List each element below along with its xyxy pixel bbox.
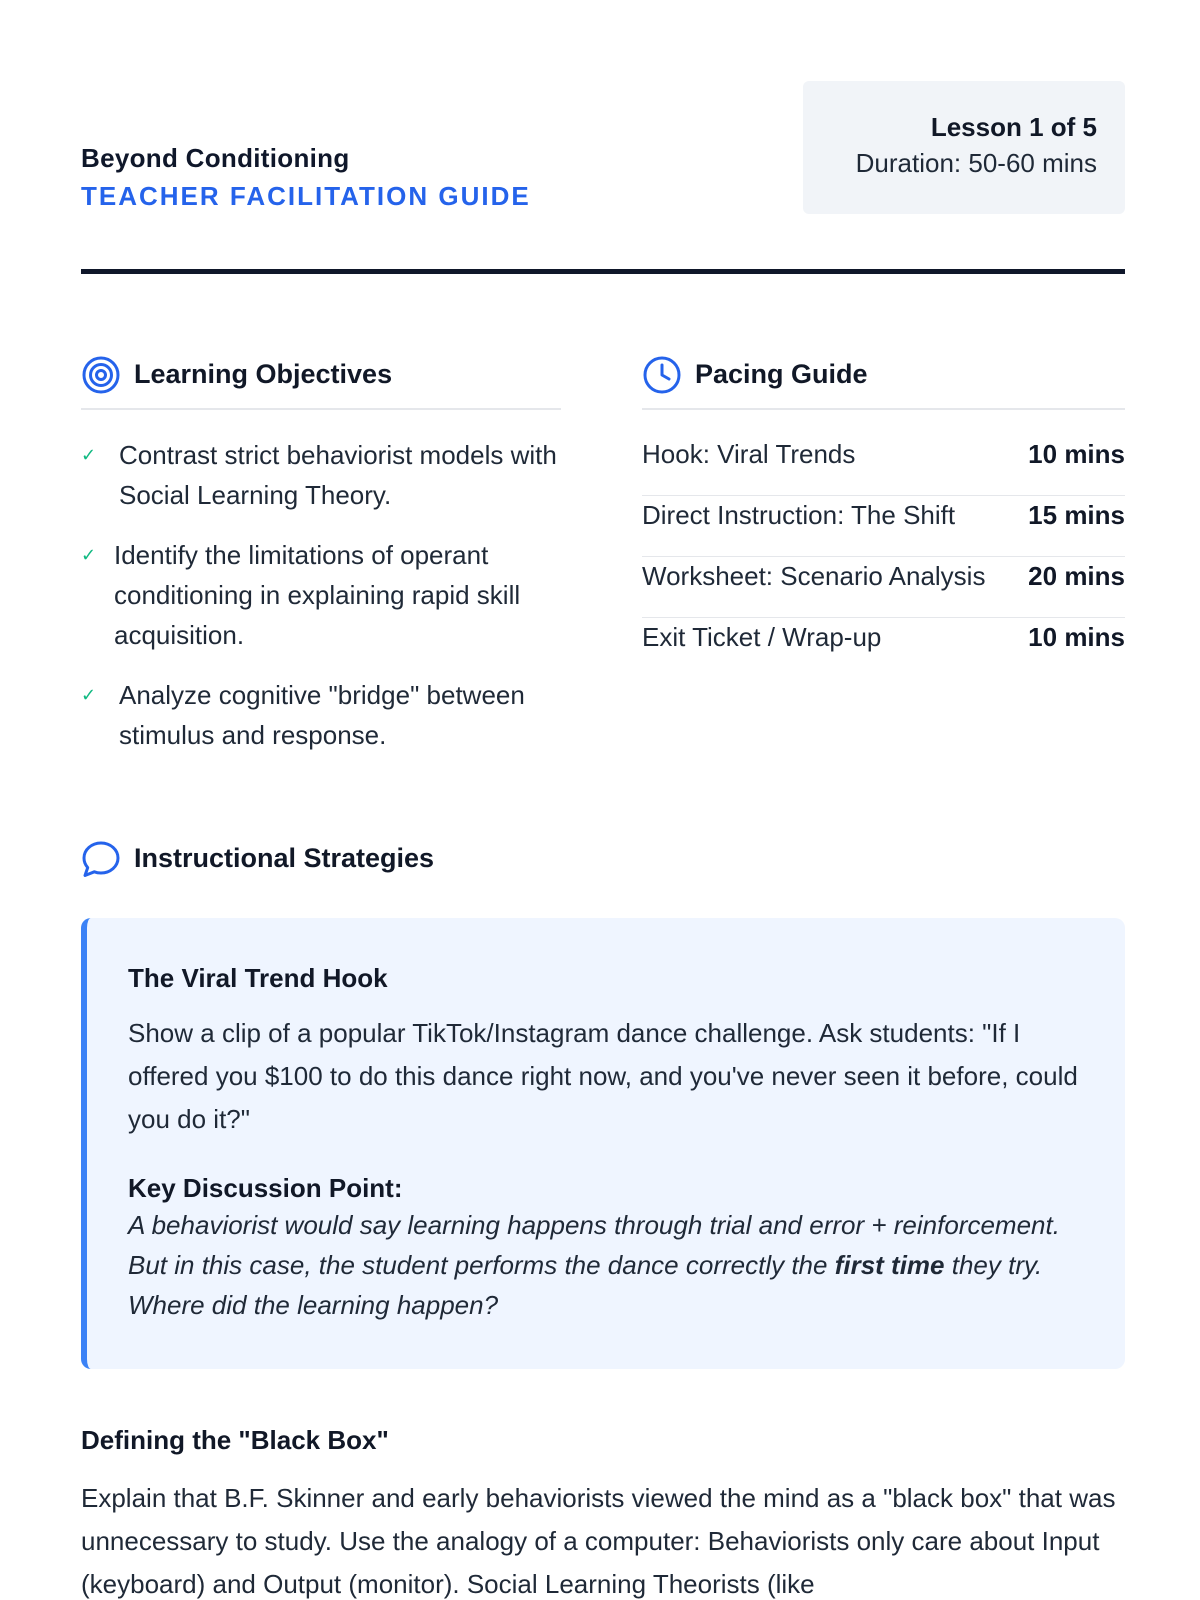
black-box-heading: Defining the "Black Box" xyxy=(81,1425,389,1455)
objective-item xyxy=(81,535,561,655)
check-icon: ✓ xyxy=(81,545,97,565)
objectives-list xyxy=(81,435,561,775)
objectives-heading-label: Learning Objectives xyxy=(134,359,393,389)
objective-item xyxy=(81,435,561,515)
pacing-divider xyxy=(642,408,1125,410)
lesson-number: Lesson 1 of 5 xyxy=(930,112,1097,142)
pacing-row xyxy=(642,435,1125,496)
pacing-time: 15 mins xyxy=(1028,500,1125,530)
header-divider xyxy=(81,269,1125,274)
pacing-activity: Direct Instruction: The Shift xyxy=(642,500,956,530)
key-discussion-label: Key Discussion Point: xyxy=(128,1173,403,1203)
pacing-row xyxy=(642,496,1125,557)
pacing-time: 10 mins xyxy=(1028,439,1125,469)
pacing-table xyxy=(642,435,1125,678)
callout-title: The Viral Trend Hook xyxy=(128,963,388,993)
pacing-row xyxy=(642,618,1125,678)
objective-text: Identify the limitations of operant conditioning in explaining rapid skill acquisition. xyxy=(114,540,521,650)
pacing-heading-label: Pacing Guide xyxy=(695,359,868,389)
guide-header xyxy=(81,81,1125,221)
objective-text: Contrast strict behaviorist models with Social Learning Theory. xyxy=(119,440,557,510)
target-icon xyxy=(81,355,121,395)
key-text-part: they try. Where did the learning happen? xyxy=(128,1250,1043,1320)
objective-text: Analyze cognitive "bridge" between stimulus and response. xyxy=(119,680,525,750)
objectives-heading xyxy=(81,355,561,397)
callout-body: Show a clip of a popular TikTok/Instagram dance challenge. Ask students: "If I offered you $100 to do this dance right now, and you've never seen it before, could you do it?" xyxy=(128,1018,1078,1134)
pacing-activity: Hook: Viral Trends xyxy=(642,439,856,469)
viral-trend-callout xyxy=(81,918,1125,1369)
pacing-row xyxy=(642,557,1125,618)
objectives-divider xyxy=(81,408,561,410)
document-subtitle: TEACHER FACILITATION GUIDE xyxy=(81,181,531,211)
lesson-info-box xyxy=(803,81,1125,214)
speech-bubble-icon xyxy=(81,839,121,879)
pacing-activity: Worksheet: Scenario Analysis xyxy=(642,561,986,591)
strategies-heading-label: Instructional Strategies xyxy=(134,843,435,873)
pacing-heading xyxy=(642,355,1125,397)
objective-item xyxy=(81,675,561,755)
document-title: Beyond Conditioning xyxy=(81,143,350,173)
key-discussion-text xyxy=(128,1205,1085,1325)
check-icon: ✓ xyxy=(81,685,97,705)
key-text-part: A behaviorist would say learning happens through trial and error + reinforcement. But in this case, the student performs the dance correctly the xyxy=(128,1210,1060,1280)
key-text-emphasis: first time xyxy=(834,1250,945,1280)
check-icon: ✓ xyxy=(81,445,97,465)
clock-icon xyxy=(642,355,682,395)
strategies-heading xyxy=(81,839,581,881)
lesson-duration: Duration: 50-60 mins xyxy=(855,148,1097,178)
pacing-time: 10 mins xyxy=(1028,622,1125,652)
pacing-activity: Exit Ticket / Wrap-up xyxy=(642,622,882,652)
black-box-body: Explain that B.F. Skinner and early behaviorists viewed the mind as a "black box" that was unnecessary to study. Use the analogy of a computer: Behaviorists only care about Input (keyboard) and Output (monitor). Social Learning Theorists (like xyxy=(81,1483,1116,1599)
pacing-time: 20 mins xyxy=(1028,561,1125,591)
